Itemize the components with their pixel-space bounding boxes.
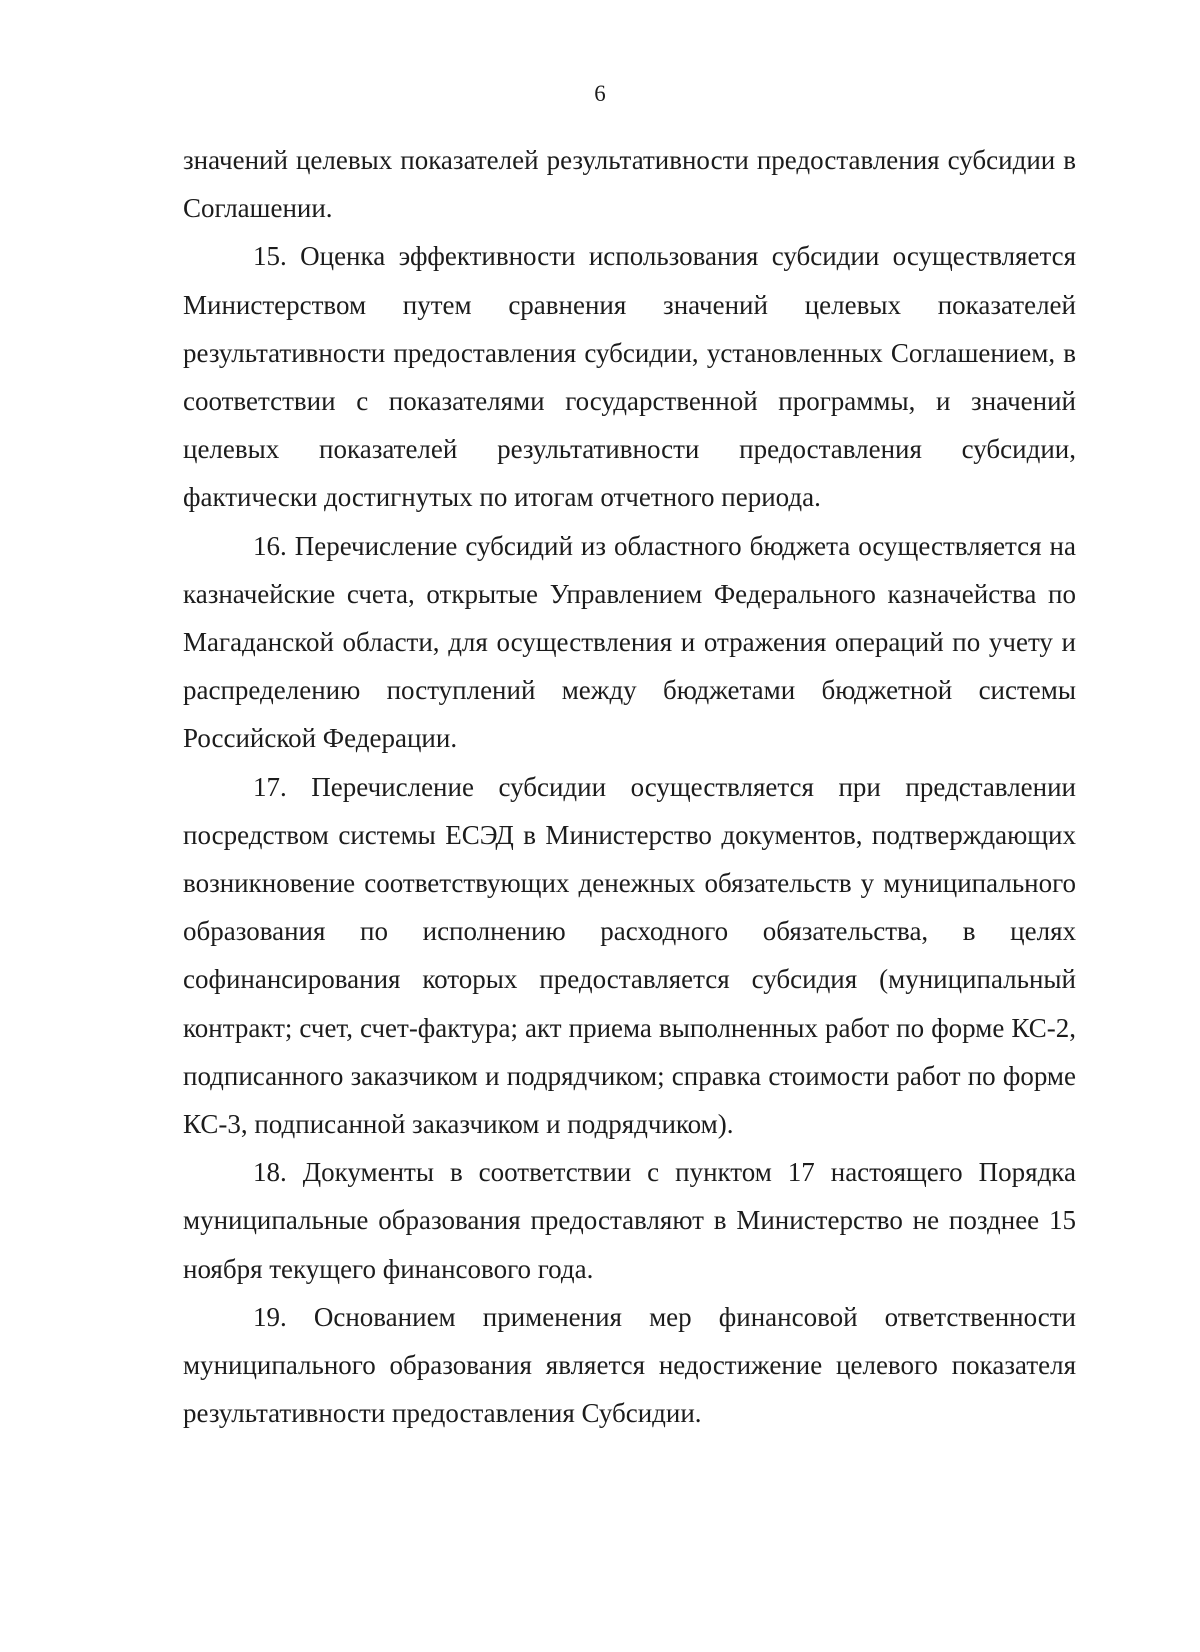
- paragraph-16: 16. Перечисление субсидий из областного бюджета осуществляется на казначейские счета, открытые Управлением Федерального казначейства по Магаданской области, для осуществления и отражения операций по учету и распределению поступлений между бюджетами бюджетной системы Российской Федерации.: [183, 530, 1076, 754]
- page-number: 6: [594, 81, 606, 106]
- paragraph-19: 19. Основанием применения мер финансовой ответственности муниципального образования является недостижение целевого показателя результативности предоставления Субсидии.: [183, 1301, 1076, 1429]
- paragraph-continuation: значений целевых показателей результативности предоставления субсидии в Соглашении.: [183, 145, 1076, 224]
- paragraph-17: 17. Перечисление субсидии осуществляется при представлении посредством системы ЕСЭД в Министерство документов, подтверждающих возникновение соответствующих денежных обязательств у муниципального образования по исполнению расходного обязательства, в целях софинансирования которых предоставляется субсидия (муниципальный контракт; счет, счет-фактура; акт приема выполненных работ по форме КС-2, подписанного заказчиком и подрядчиком; справка стоимости работ по форме КС-3, подписанной заказчиком и подрядчиком).: [183, 771, 1076, 1140]
- paragraph-15: 15. Оценка эффективности использования субсидии осуществляется Министерством путем сравнения значений целевых показателей результативности предоставления субсидии, установленных Соглашением, в соответствии с показателями государственной программы, и значений целевых показателей результативности предоставления субсидии, фактически достигнутых по итогам отчетного периода.: [183, 241, 1076, 513]
- document-body: [183, 136, 1076, 1437]
- paragraph-18: 18. Документы в соответствии с пунктом 17 настоящего Порядка муниципальные образования предоставляют в Министерство не позднее 15 ноября текущего финансового года.: [183, 1157, 1076, 1284]
